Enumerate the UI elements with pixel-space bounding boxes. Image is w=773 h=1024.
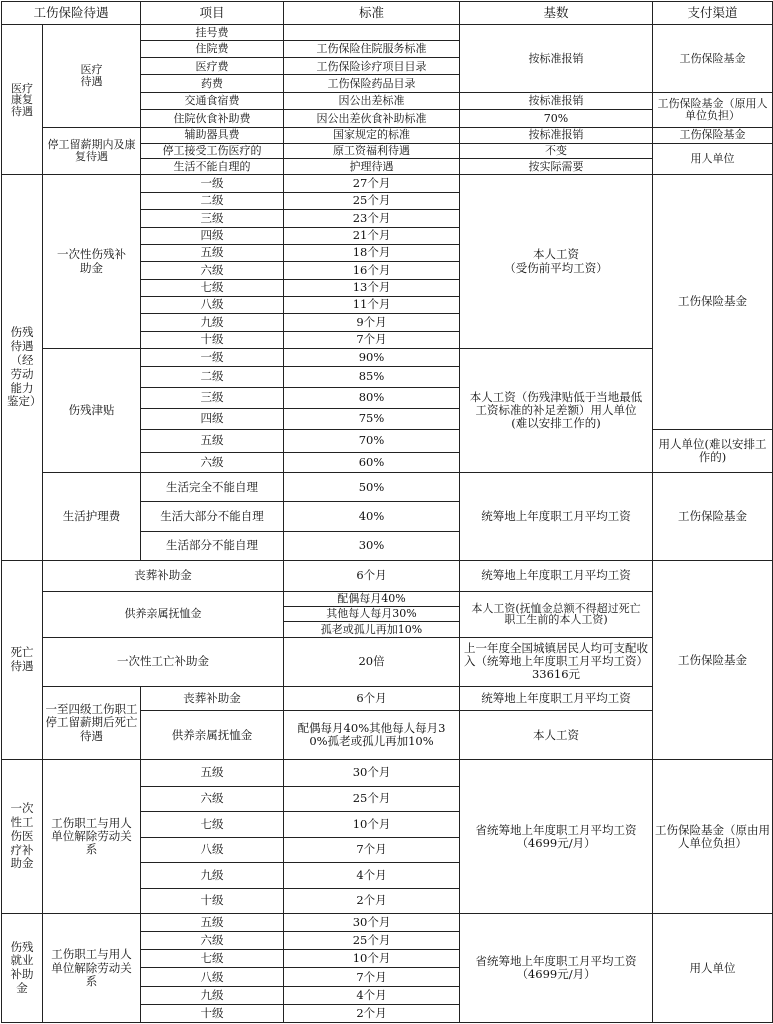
level-cell: 七级 <box>141 279 284 296</box>
payment-cell: 用人单位 <box>653 143 773 175</box>
standard-cell: 孤老或孤儿再加10% <box>284 622 460 637</box>
base-cell: 本人工资 （受伤前平均工资） <box>460 175 653 348</box>
level-cell: 十级 <box>141 888 284 914</box>
header-item: 项目 <box>141 2 284 25</box>
level-cell: 一级 <box>141 175 284 192</box>
payment-cell: 工伤保险基金 <box>653 561 773 760</box>
sub-rehab: 停工留薪期内及康复待遇 <box>43 127 141 175</box>
level-cell: 二级 <box>141 192 284 209</box>
standard-cell: 25个月 <box>284 786 460 812</box>
base-cell: 本人工资(抚恤金总额不得超过死亡职工生前的本人工资) <box>460 591 653 637</box>
standard-cell: 6个月 <box>284 561 460 592</box>
standard-cell: 7个月 <box>284 968 460 986</box>
table-row <box>2 760 773 787</box>
sub-terminate-employment: 工伤职工与用人单位解除劳动关系 <box>43 914 141 1023</box>
standard-cell: 27个月 <box>284 175 460 192</box>
standard-cell: 21个月 <box>284 227 460 244</box>
standard-cell: 工伤保险药品目录 <box>284 75 460 92</box>
base-cell: 统筹地上年度职工月平均工资 <box>460 686 653 711</box>
table-row <box>2 127 773 143</box>
item-cell: 生活不能自理的 <box>141 159 284 175</box>
item-cell: 医疗费 <box>141 58 284 75</box>
standard-cell: 40% <box>284 501 460 531</box>
standard-cell: 30个月 <box>284 760 460 787</box>
standard-cell: 2个月 <box>284 1005 460 1023</box>
standard-cell: 11个月 <box>284 296 460 313</box>
level-cell: 八级 <box>141 296 284 313</box>
standard-cell: 4个月 <box>284 863 460 889</box>
payment-cell: 工伤保险基金（原用人单位负担） <box>653 92 773 127</box>
standard-cell: 国家规定的标准 <box>284 127 460 143</box>
table-row <box>2 25 773 40</box>
item-cell: 供养亲属抚恤金 <box>141 711 284 760</box>
item-cell: 交通食宿费 <box>141 92 284 109</box>
standard-cell: 25个月 <box>284 931 460 949</box>
level-cell: 生活大部分不能自理 <box>141 501 284 531</box>
sub-allowance: 伤残津贴 <box>43 348 141 473</box>
standard-cell: 30个月 <box>284 914 460 931</box>
header-standard: 标准 <box>284 2 460 25</box>
sub-medical-treatment: 医疗待遇 <box>43 25 141 127</box>
standard-cell: 60% <box>284 453 460 473</box>
level-cell: 八级 <box>141 837 284 863</box>
base-cell: 按标准报销 <box>460 127 653 143</box>
standard-cell: 70% <box>284 429 460 452</box>
level-cell: 生活部分不能自理 <box>141 531 284 561</box>
level-cell: 五级 <box>141 914 284 931</box>
base-cell: 省统筹地上年度职工月平均工资（4699元/月） <box>460 914 653 1023</box>
level-cell: 六级 <box>141 786 284 812</box>
section-employment-subsidy: 伤残就业补助金 <box>2 914 43 1023</box>
benefits-table <box>1 1 773 1023</box>
section-medical: 医疗康复待遇 <box>2 25 43 175</box>
standard-cell: 工伤保险住院服务标准 <box>284 40 460 57</box>
item-cell: 住院伙食补助费 <box>141 110 284 127</box>
level-cell: 一级 <box>141 348 284 366</box>
level-cell: 九级 <box>141 986 284 1004</box>
base-cell: 统筹地上年度职工月平均工资 <box>460 473 653 561</box>
payment-cell: 工伤保险基金 <box>653 25 773 92</box>
item-cell: 辅助器具费 <box>141 127 284 143</box>
level-cell: 七级 <box>141 950 284 968</box>
death-lump-label: 一次性工亡补助金 <box>43 637 284 686</box>
death-funeral-label: 丧葬补助金 <box>43 561 284 592</box>
level-cell: 六级 <box>141 262 284 279</box>
item-cell: 停工接受工伤医疗的 <box>141 143 284 158</box>
standard-cell: 50% <box>284 473 460 502</box>
base-cell: 70% <box>460 110 653 127</box>
standard-cell: 7个月 <box>284 837 460 863</box>
standard-cell: 16个月 <box>284 262 460 279</box>
base-cell: 本人工资（伤残津贴低于当地最低工资标准的补足差额）用人单位(难以安排工作的) <box>460 348 653 473</box>
section-medical-subsidy: 一次性工伤医疗补助金 <box>2 760 43 914</box>
header-base: 基数 <box>460 2 653 25</box>
level-cell: 五级 <box>141 244 284 261</box>
level-cell: 七级 <box>141 812 284 838</box>
payment-cell: 工伤保险基金 <box>653 127 773 143</box>
item-cell: 丧葬补助金 <box>141 686 284 711</box>
level-cell: 三级 <box>141 387 284 408</box>
standard-cell: 13个月 <box>284 279 460 296</box>
payment-cell: 工伤保险基金 <box>653 175 773 429</box>
standard-cell: 20倍 <box>284 637 460 686</box>
level-cell: 生活完全不能自理 <box>141 473 284 502</box>
item-cell: 住院费 <box>141 40 284 57</box>
standard-cell: 配偶每月40%其他每人每月30%孤老或孤儿再加10% <box>284 711 460 760</box>
standard-cell: 23个月 <box>284 210 460 227</box>
standard-cell: 6个月 <box>284 686 460 711</box>
level-cell: 八级 <box>141 968 284 986</box>
header-payment: 支付渠道 <box>653 2 773 25</box>
header-benefit: 工伤保险待遇 <box>2 2 141 25</box>
death-dependents-label: 供养亲属抚恤金 <box>43 591 284 637</box>
base-cell: 本人工资 <box>460 711 653 760</box>
item-cell: 挂号费 <box>141 25 284 40</box>
standard-cell: 25个月 <box>284 192 460 209</box>
level-cell: 二级 <box>141 367 284 387</box>
standard-cell: 2个月 <box>284 888 460 914</box>
table-row <box>2 175 773 192</box>
standard-cell: 30% <box>284 531 460 561</box>
base-cell: 按实际需要 <box>460 159 653 175</box>
death-sub-label: 一至四级工伤职工停工留薪期后死亡待遇 <box>43 686 141 760</box>
sub-lump-sum: 一次性伤残补助金 <box>43 175 141 348</box>
base-cell: 按标准报销 <box>460 25 653 92</box>
level-cell: 九级 <box>141 314 284 331</box>
payment-cell: 工伤保险基金（原由用人单位负担） <box>653 760 773 914</box>
level-cell: 五级 <box>141 429 284 452</box>
standard-cell: 9个月 <box>284 314 460 331</box>
standard-cell: 护理待遇 <box>284 159 460 175</box>
sub-terminate-employment: 工伤职工与用人单位解除劳动关系 <box>43 760 141 914</box>
standard-cell: 因公出差伙食补助标准 <box>284 110 460 127</box>
standard-cell: 90% <box>284 348 460 366</box>
standard-cell: 配偶每月40% <box>284 591 460 606</box>
level-cell: 十级 <box>141 331 284 348</box>
table-row <box>2 473 773 502</box>
standard-cell: 85% <box>284 367 460 387</box>
standard-cell: 10个月 <box>284 812 460 838</box>
item-cell: 药费 <box>141 75 284 92</box>
level-cell: 六级 <box>141 931 284 949</box>
level-cell: 九级 <box>141 863 284 889</box>
level-cell: 五级 <box>141 760 284 787</box>
standard-cell: 10个月 <box>284 950 460 968</box>
level-cell: 三级 <box>141 210 284 227</box>
section-death: 死亡待遇 <box>2 561 43 760</box>
standard-cell: 7个月 <box>284 331 460 348</box>
standard-cell: 80% <box>284 387 460 408</box>
base-cell: 上一年度全国城镇居民人均可支配收入（统筹地上年度职工月平均工资）33616元 <box>460 637 653 686</box>
standard-cell: 其他每人每月30% <box>284 607 460 622</box>
sub-nursing: 生活护理费 <box>43 473 141 561</box>
standard-cell: 原工资福利待遇 <box>284 143 460 158</box>
base-cell: 省统筹地上年度职工月平均工资（4699元/月） <box>460 760 653 914</box>
table-row <box>2 561 773 592</box>
level-cell: 十级 <box>141 1005 284 1023</box>
base-cell: 按标准报销 <box>460 92 653 109</box>
section-disability: 伤残待遇（经劳动能力鉴定） <box>2 175 43 561</box>
header-row <box>2 2 773 25</box>
standard-cell: 75% <box>284 409 460 429</box>
standard-cell: 18个月 <box>284 244 460 261</box>
table-row <box>2 914 773 931</box>
level-cell: 四级 <box>141 409 284 429</box>
standard-cell: 工伤保险诊疗项目目录 <box>284 58 460 75</box>
payment-cell: 工伤保险基金 <box>653 473 773 561</box>
base-cell: 统筹地上年度职工月平均工资 <box>460 561 653 592</box>
payment-cell: 用人单位 <box>653 914 773 1023</box>
level-cell: 四级 <box>141 227 284 244</box>
standard-cell <box>284 25 460 40</box>
level-cell: 六级 <box>141 453 284 473</box>
standard-cell: 4个月 <box>284 986 460 1004</box>
payment-cell: 用人单位(难以安排工作的) <box>653 429 773 473</box>
standard-cell: 因公出差标准 <box>284 92 460 109</box>
base-cell: 不变 <box>460 143 653 158</box>
